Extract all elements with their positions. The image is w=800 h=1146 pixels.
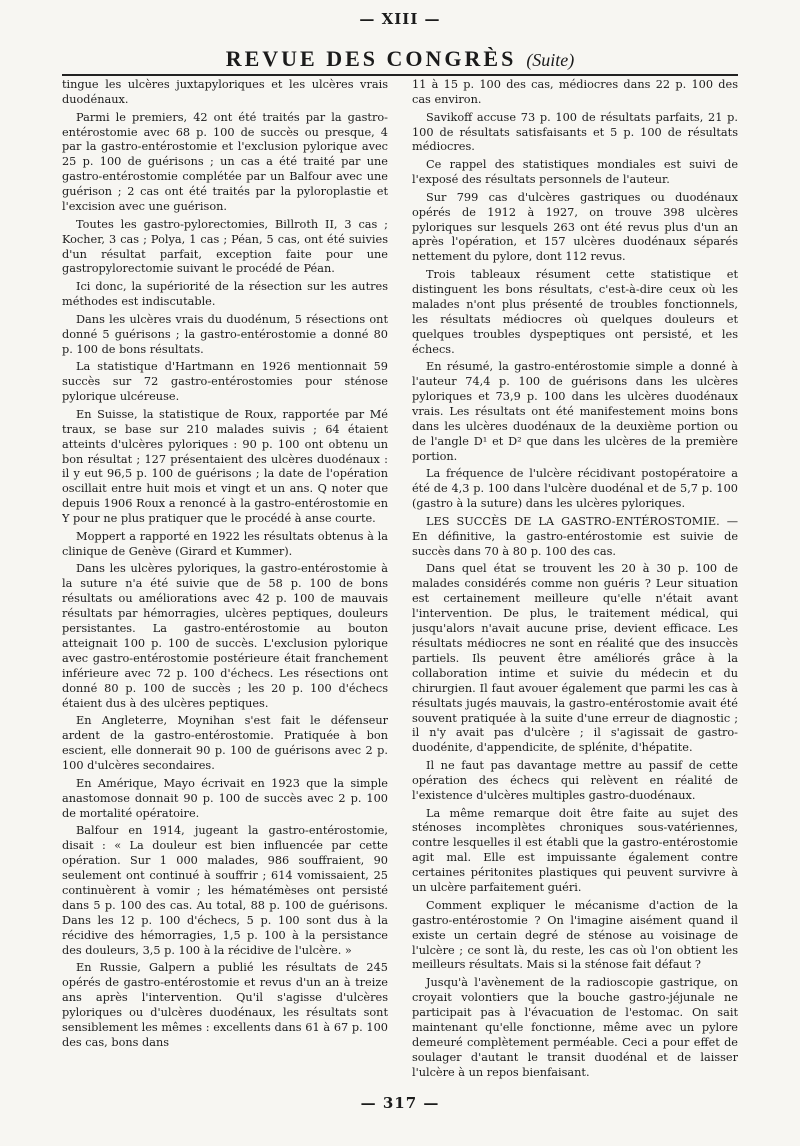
section-heading	[0, 46, 800, 72]
paragraph: Il ne faut pas davantage mettre au passif de cette opération des échecs qui relèvent en réalité de l'existence d'ulcères multiples gastro-duodénaux.	[412, 759, 738, 802]
paragraph: Ici donc, la supériorité de la résection sur les autres méthodes est indiscutable.	[62, 280, 388, 309]
paragraph: 11 à 15 p. 100 des cas, médiocres dans 22 p. 100 des cas environ.	[412, 78, 738, 106]
paragraph: Sur 799 cas d'ulcères gastriques ou duodénaux opérés de 1912 à 1927, on trouve 398 ulcères pyloriques sur lesquels 263 ont été revus plus d'un an après l'opération, et 157 ulcères duodénaux séparés nettement du pylore, dont 112 revus.	[412, 190, 738, 264]
paragraph: Comment expliquer le mécanisme d'action de la gastro-entérostomie ? On l'imagine aisément quand il existe un certain degré de sténose au voisinage de l'ulcère ; ce sont là, du reste, les cas où l'on obtient les meilleurs résultats. Mais si la sténose fait défaut ?	[412, 898, 738, 972]
page-number: — 317 —	[360, 1094, 440, 1112]
paragraph: Toutes les gastro-pylorectomies, Billroth II, 3 cas ; Kocher, 3 cas ; Polya, 1 cas ; Péan, 5 cas, ont été suivies d'un résultat parfait, exception faite pour une gastropylorectomie suivant le procédé de Péan.	[62, 217, 388, 276]
paragraph: Parmi le premiers, 42 ont été traités par la gastro-entérostomie avec 68 p. 100 de succès ou presque, 4 par la gastro-entérostomie et l'exclusion pylorique avec 25 p. 100 de guérisons ; un cas a été traité par une gastro-entérostomie complétée par un Balfour avec une guérison ; 2 cas ont été traités par la pyloroplastie et l'excision avec une guérison.	[62, 110, 388, 214]
paragraph: Savikoff accuse 73 p. 100 de résultats parfaits, 21 p. 100 de résultats satisfaisants et 5 p. 100 de résultats médiocres.	[412, 110, 738, 154]
paragraph: tingue les ulcères juxtapyloriques et les ulcères vrais duodénaux.	[62, 78, 388, 106]
paragraph: En Russie, Galpern a publié les résultats de 245 opérés de gastro-entérostomie et revus d'un an à treize ans après l'intervention. Qu'il s'agisse d'ulcères pyloriques ou d'ulcères duodénaux, les résultats sont sensiblement les mêmes : excellents dans 61 à 67 p. 100 des cas, bons dans	[62, 961, 388, 1049]
paragraph: Trois tableaux résument cette statistique et distinguent les bons résultats, c'est-à-dire ceux où les malades n'ont plus présenté de troubles fonctionnels, les résultats médiocres où quelques douleurs et quelques troubles dyspeptiques ont persisté, et les échecs.	[412, 268, 738, 356]
header-rule	[62, 74, 738, 76]
paragraph: Ce rappel des statistiques mondiales est suivi de l'exposé des résultats personnels de l'auteur.	[412, 158, 738, 187]
paragraph: Balfour en 1914, jugeant la gastro-entérostomie, disait : « La douleur est bien influencée par cette opération. Sur 1 000 malades, 986 souffraient, 90 seulement ont continué à souffrir ; 614 vomissaient, 25 continuèrent à vomir ; les hématémèses ont persisté dans 5 p. 100 des cas. Au total, 88 p. 100 de guérisons. Dans les 12 p. 100 d'échecs, 5 p. 100 sont dus à la récidive des hémorragies, 1,5 p. 100 à la persistance des douleurs, 3,5 p. 100 à la récidive de l'ulcère. »	[62, 824, 388, 957]
paragraph: En résumé, la gastro-entérostomie simple a donné à l'auteur 74,4 p. 100 de guérisons dans les ulcères pyloriques et 73,9 p. 100 dans les ulcères duodénaux vrais. Les résultats ont été manifestement moins bons dans les ulcères duodénaux de la deuxième portion ou de l'angle D¹ et D² que dans les ulcères de la première portion.	[412, 360, 738, 463]
paragraph: En Amérique, Mayo écrivait en 1923 que la simple anastomose donnait 90 p. 100 de succès avec 2 p. 100 de mortalité opératoire.	[62, 776, 388, 820]
paragraph: La statistique d'Hartmann en 1926 mentionnait 59 succès sur 72 gastro-entérostomies pour sténose pylorique ulcéreuse.	[62, 360, 388, 404]
page-title: REVUE DES CONGRÈS	[225, 46, 517, 71]
right-column	[412, 78, 738, 1093]
paragraph: La fréquence de l'ulcère récidivant postopératoire a été de 4,3 p. 100 dans l'ulcère duodénal et de 5,7 p. 100 (gastro à la suture) dans les ulcères pyloriques.	[412, 467, 738, 511]
paragraph: En Angleterre, Moynihan s'est fait le défenseur ardent de la gastro-entérostomie. Pratiquée à bon escient, elle donnerait 90 p. 100 de guérisons avec 2 p. 100 d'ulcères secondaires.	[62, 714, 388, 773]
paragraph: Dans les ulcères vrais du duodénum, 5 résections ont donné 5 guérisons ; la gastro-entérostomie a donné 80 p. 100 de bons résultats.	[62, 312, 388, 356]
paragraph: Dans quel état se trouvent les 20 à 30 p. 100 de malades considérés comme non guéris ? Leur situation est certainement meilleure qu'elle n'était avant l'intervention. De plus, le traitement médical, qui jusqu'alors n'avait aucune prise, devient efficace. Les résultats médiocres ne sont en réalité que des insuccès partiels. Ils peuvent être améliorés grâce à la collaboration intime et suivie du médecin et du chirurgien. Il faut avouer également que parmi les cas à résultats jugés mauvais, la gastro-entérostomie avait été souvent pratiquée à la suite d'une erreur de diagnostic ; il n'y avait pas d'ulcère ; il s'agissait de gastro-duodénite, d'appendicite, de splénite, d'hépatite.	[412, 562, 738, 755]
left-column	[62, 78, 388, 1093]
paragraph: LES SUCCÈS DE LA GASTRO-ENTÉROSTOMIE. — En définitive, la gastro-entérostomie est suivie de succès dans 70 à 80 p. 100 des cas.	[412, 514, 738, 558]
paragraph: La même remarque doit être faite au sujet des sténoses incomplètes chroniques sous-vatériennes, contre lesquelles il est établi que la gastro-entérostomie agit mal. Elle est impuissante également contre certaines péritonites plastiques qui peuvent survivre à un ulcère parfaitement guéri.	[412, 806, 738, 895]
roman-page-number: — XIII —	[359, 10, 441, 28]
page-subtitle: (Suite)	[526, 50, 575, 70]
paragraph: Dans les ulcères pyloriques, la gastro-entérostomie à la suture n'a été suivie que de 58 p. 100 de bons résultats ou améliorations avec 42 p. 100 de mauvais résultats par hémorragies, ulcères peptiques, douleurs persistantes. La gastro-entérostomie au bouton atteignait 100 p. 100 de succès. L'exclusion pylorique avec gastro-entérostomie postérieure était franchement inférieure avec 72 p. 100 d'échecs. Les résections ont donné 80 p. 100 de succès ; les 20 p. 100 d'échecs étaient dus à des ulcères peptiques.	[62, 562, 388, 710]
paragraph: Moppert a rapporté en 1922 les résultats obtenus à la clinique de Genève (Girard et Kummer).	[62, 529, 388, 558]
text-columns	[62, 78, 738, 1093]
paragraph: En Suisse, la statistique de Roux, rapportée par Mé traux, se base sur 210 malades suivis ; 64 étaient atteints d'ulcères pyloriques : 90 p. 100 ont obtenu un bon résultat ; 127 présentaient des ulcères duodénaux : il y eut 96,5 p. 100 de guérisons ; la date de l'opération oscillait entre huit mois et vingt et un ans. Q noter que depuis 1906 Roux a renoncé à la gastro-entérostomie en Y pour ne plus pratiquer que le procédé à anse courte.	[62, 407, 388, 526]
paragraph: Jusqu'à l'avènement de la radioscopie gastrique, on croyait volontiers que la bouche gastro-jéjunale ne participait pas à l'évacuation de l'estomac. On sait maintenant qu'elle fonctionne, même avec un pylore demeuré complètement perméable. Ceci a pour effet de soulager d'autant le transit duodénal et de laisser l'ulcère à un repos bienfaisant.	[412, 976, 738, 1079]
